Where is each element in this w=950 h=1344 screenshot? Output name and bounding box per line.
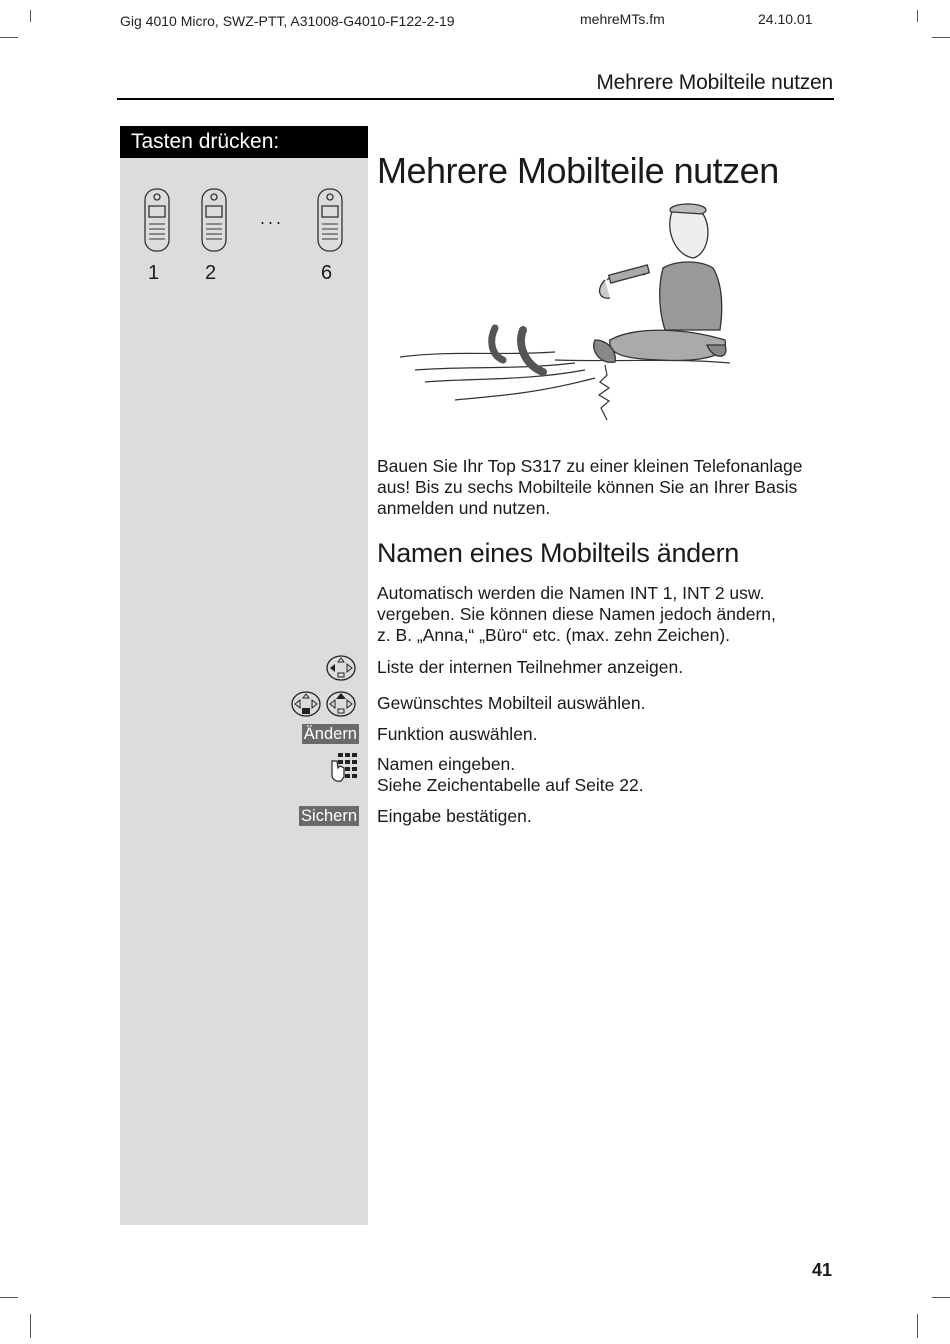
section-title: Namen eines Mobilteils ändern — [377, 538, 739, 568]
illustration — [395, 200, 735, 430]
handset-ellipsis: ... — [260, 208, 285, 228]
header-rule — [117, 98, 834, 100]
filename: mehreMTs.fm — [580, 11, 665, 27]
doc-info: Gig 4010 Micro, SWZ-PTT, A31008-G4010-F122-2-19 — [120, 13, 455, 29]
crop-mark — [917, 10, 918, 22]
handsets-graphic — [140, 186, 350, 256]
handset-icon — [145, 189, 169, 251]
sidebar-title: Tasten drücken: — [120, 126, 368, 158]
intro-line: aus! Bis zu sechs Mobilteile können Sie an Ihrer Basis — [377, 477, 798, 497]
intro-line: Bauen Sie Ihr Top S317 zu einer kleinen Telefonanlage — [377, 456, 803, 476]
change-softkey[interactable]: Ändern — [303, 725, 357, 743]
crop-mark — [30, 1314, 31, 1338]
step-text: Siehe Zeichentabelle auf Seite 22. — [377, 775, 644, 795]
nav-key-left-icon — [325, 654, 357, 682]
section-intro-line: z. B. „Anna,“ „Büro“ etc. (max. zehn Zeichen). — [377, 625, 731, 645]
step-text: Liste der internen Teilnehmer anzeigen. — [377, 657, 684, 677]
section-intro-line: Automatisch werden die Namen INT 1, INT 2 usw. — [377, 583, 765, 603]
step-text: Funktion auswählen. — [377, 724, 538, 744]
handset-icon — [202, 189, 226, 251]
intro-line: anmelden und nutzen. — [377, 498, 551, 518]
nav-key-up-icon — [325, 690, 357, 718]
crop-mark — [0, 1297, 18, 1298]
handset-label: 2 — [205, 262, 217, 284]
crop-mark — [932, 37, 950, 38]
crop-mark — [917, 1314, 918, 1338]
page-title: Mehrere Mobilteile nutzen — [377, 150, 779, 191]
nav-key-down-icon — [290, 690, 322, 718]
date: 24.10.01 — [758, 11, 813, 27]
step-text: Gewünschtes Mobilteil auswählen. — [377, 693, 646, 713]
step-text: Eingabe bestätigen. — [377, 806, 532, 826]
section-intro-line: vergeben. Sie können diese Namen jedoch ändern, — [377, 604, 776, 624]
keypad-icon — [328, 753, 358, 783]
handset-icon — [318, 189, 342, 251]
crop-mark — [932, 1297, 950, 1298]
page-number: 41 — [811, 1260, 832, 1280]
step-text: Namen eingeben. — [377, 754, 516, 774]
handset-label: 1 — [148, 262, 160, 284]
handset-label: 6 — [321, 262, 333, 284]
crop-mark — [0, 37, 18, 38]
running-title: Mehrere Mobilteile nutzen — [596, 71, 833, 94]
crop-mark — [30, 10, 31, 22]
save-softkey[interactable]: Sichern — [301, 807, 357, 825]
